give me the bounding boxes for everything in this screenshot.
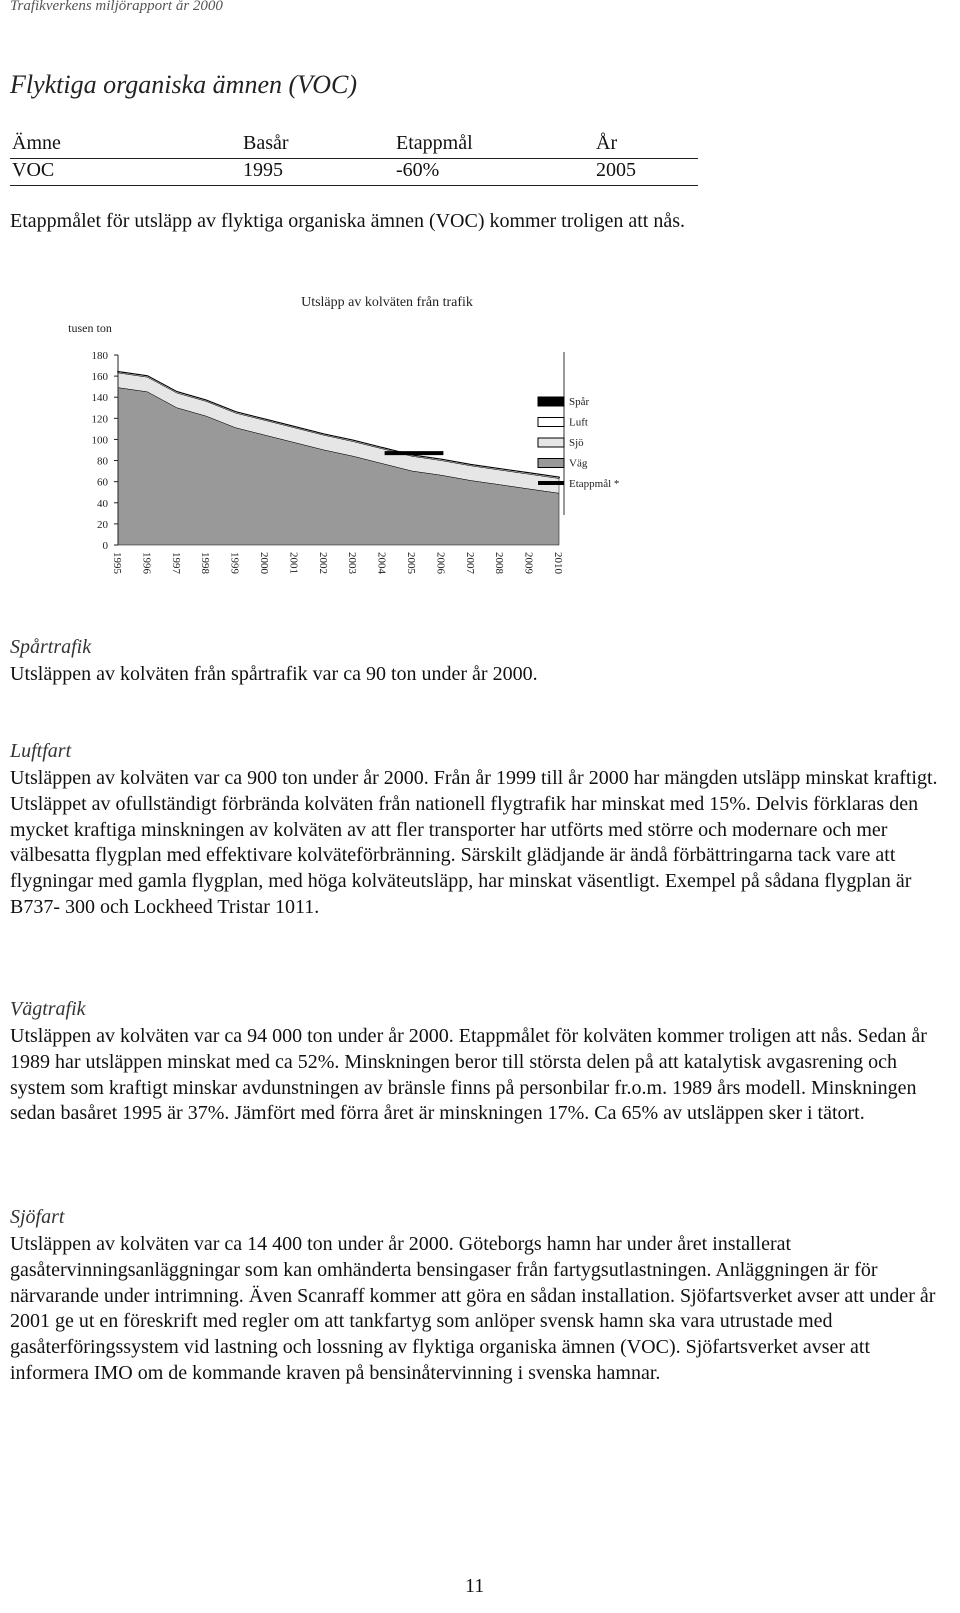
table-header-cell: Basår [243,132,289,154]
x-tick-label: 2008 [493,552,506,574]
chart-title: Utsläpp av kolväten från trafik [301,295,473,310]
legend-swatch-spår [538,397,564,406]
series-area-väg [118,388,559,545]
table-cell: 1995 [243,159,283,181]
y-tick-label: 100 [91,434,108,447]
x-tick-label: 2006 [434,552,447,574]
table-header-row [10,132,698,158]
x-tick-label: 2001 [287,552,300,574]
y-tick-label: 180 [91,350,108,362]
emissions-area-chart [0,280,700,610]
y-axis-label: tusen ton [68,321,112,335]
goal-assessment: Etappmålet för utsläpp av flyktiga organiska ämnen (VOC) kommer troligen att nås. [10,210,686,232]
x-tick-label: 2005 [405,552,417,574]
section-body-spartrafik: Utsläppen av kolväten från spårtrafik var ca 90 ton under år 2000. [10,663,538,685]
table-header-cell: År [596,132,618,154]
table-divider [10,185,698,186]
legend-label: Luft [569,416,588,429]
x-tick-label: 2007 [463,552,476,574]
section-title-vagtrafik: Vägtrafik [10,998,86,1020]
y-tick-label: 20 [97,518,108,531]
x-tick-label: 1995 [111,552,123,574]
x-tick-label: 2003 [346,552,359,574]
table-header-cell: Etappmål [396,132,473,154]
y-tick-label: 120 [91,413,108,426]
table-cell: VOC [12,159,55,181]
section-title-spartrafik: Spårtrafik [10,636,92,658]
section-body-vagtrafik: Utsläppen av kolväten var ca 94 000 ton under år 2000. Etappmålet för kolväten kommer troligen att nås. Sedan år 1989 har utsläppen minskat med ca 52%. Minskningen beror till största delen på att katalytisk avgasrening och system som kraftigt minskar avdunstningen av bränsle finns på personbilar fr.o.m. 1989 års modell. Minskningen sedan basåret 1995 är 37%. Jämfört med förra året är minskningen 17%. Ca 65% av utsläppen sker i tätort. [10,1025,927,1125]
legend-label: Spår [569,396,590,408]
legend-label: Väg [569,457,588,470]
section-body-luftfart: Utsläppen av kolväten var ca 900 ton under år 2000. Från år 1999 till år 2000 har mängden utsläpp minskat kraftigt. Utsläppet av ofullständigt förbrända kolväten från nationell flygtrafik har minskat med 15%. Delvis förklaras den mycket kraftiga minskningen av kolväten av att fler transporter har utförts med större och modernare och mer välbesatta flygplan med effektivare kolväteförbränning. Särskilt glädjande är ändå förbättringarna tack vare att flygningar med gamla flygplan, med höga kolväteutsläpp, har minskat väsentligt. Exempel på sådana flygplan är B737- 300 och Lockheed Tristar 1011. [10,767,938,918]
y-tick-label: 140 [91,392,108,405]
legend-label: Etappmål * [569,478,620,490]
legend-swatch-väg [538,459,564,468]
page-title: Flyktiga organiska ämnen (VOC) [10,70,358,99]
section-body-sjofart: Utsläppen av kolväten var ca 14 400 ton under år 2000. Göteborgs hamn har under året installerat gasåtervinningsanläggningar som kan omhänderta bensingaser från fartygsutlastningen. Anläggningen är för närvarande under intrimning. Även Scanraff kommer att göra en sådan installation. Sjöfartsverket avser att under år 2001 ge ut en föreskrift med regler om att tankfartyg som anlöper svensk hamn ska vara utrustade med gasåterföringssystem vid lastning och lossning av flyktiga organiska ämnen (VOC). Sjöfartsverket avser att informera IMO om de kommande kraven på bensinåtervinning i svenska hamnar. [10,1233,936,1384]
legend-swatch-luft [538,418,564,427]
goal-table [10,132,698,186]
x-tick-label: 2009 [522,552,535,574]
x-tick-label: 1998 [199,552,212,574]
page-header: Trafikverkens miljörapport år 2000 [10,0,223,14]
legend-swatch-sjö [538,438,564,447]
table-header-cell: Ämne [12,132,61,154]
y-tick-label: 80 [97,455,108,468]
table-row [10,159,698,185]
page-number: 11 [465,1575,485,1597]
x-tick-label: 2000 [258,552,270,574]
table-cell: -60% [396,159,440,181]
x-tick-label: 1996 [140,552,153,574]
section-title-sjofart: Sjöfart [10,1206,65,1228]
y-tick-label: 0 [102,540,108,552]
section-title-luftfart: Luftfart [10,740,72,762]
y-tick-label: 40 [97,497,108,510]
legend-label: Sjö [569,437,584,449]
x-tick-label: 2010 [552,552,564,574]
table-cell: 2005 [596,159,636,181]
x-tick-label: 2004 [375,552,388,574]
x-tick-label: 1999 [228,552,241,574]
x-tick-label: 2002 [316,552,329,574]
x-tick-label: 1997 [169,552,182,574]
y-tick-label: 60 [97,476,108,489]
y-tick-label: 160 [91,371,108,384]
